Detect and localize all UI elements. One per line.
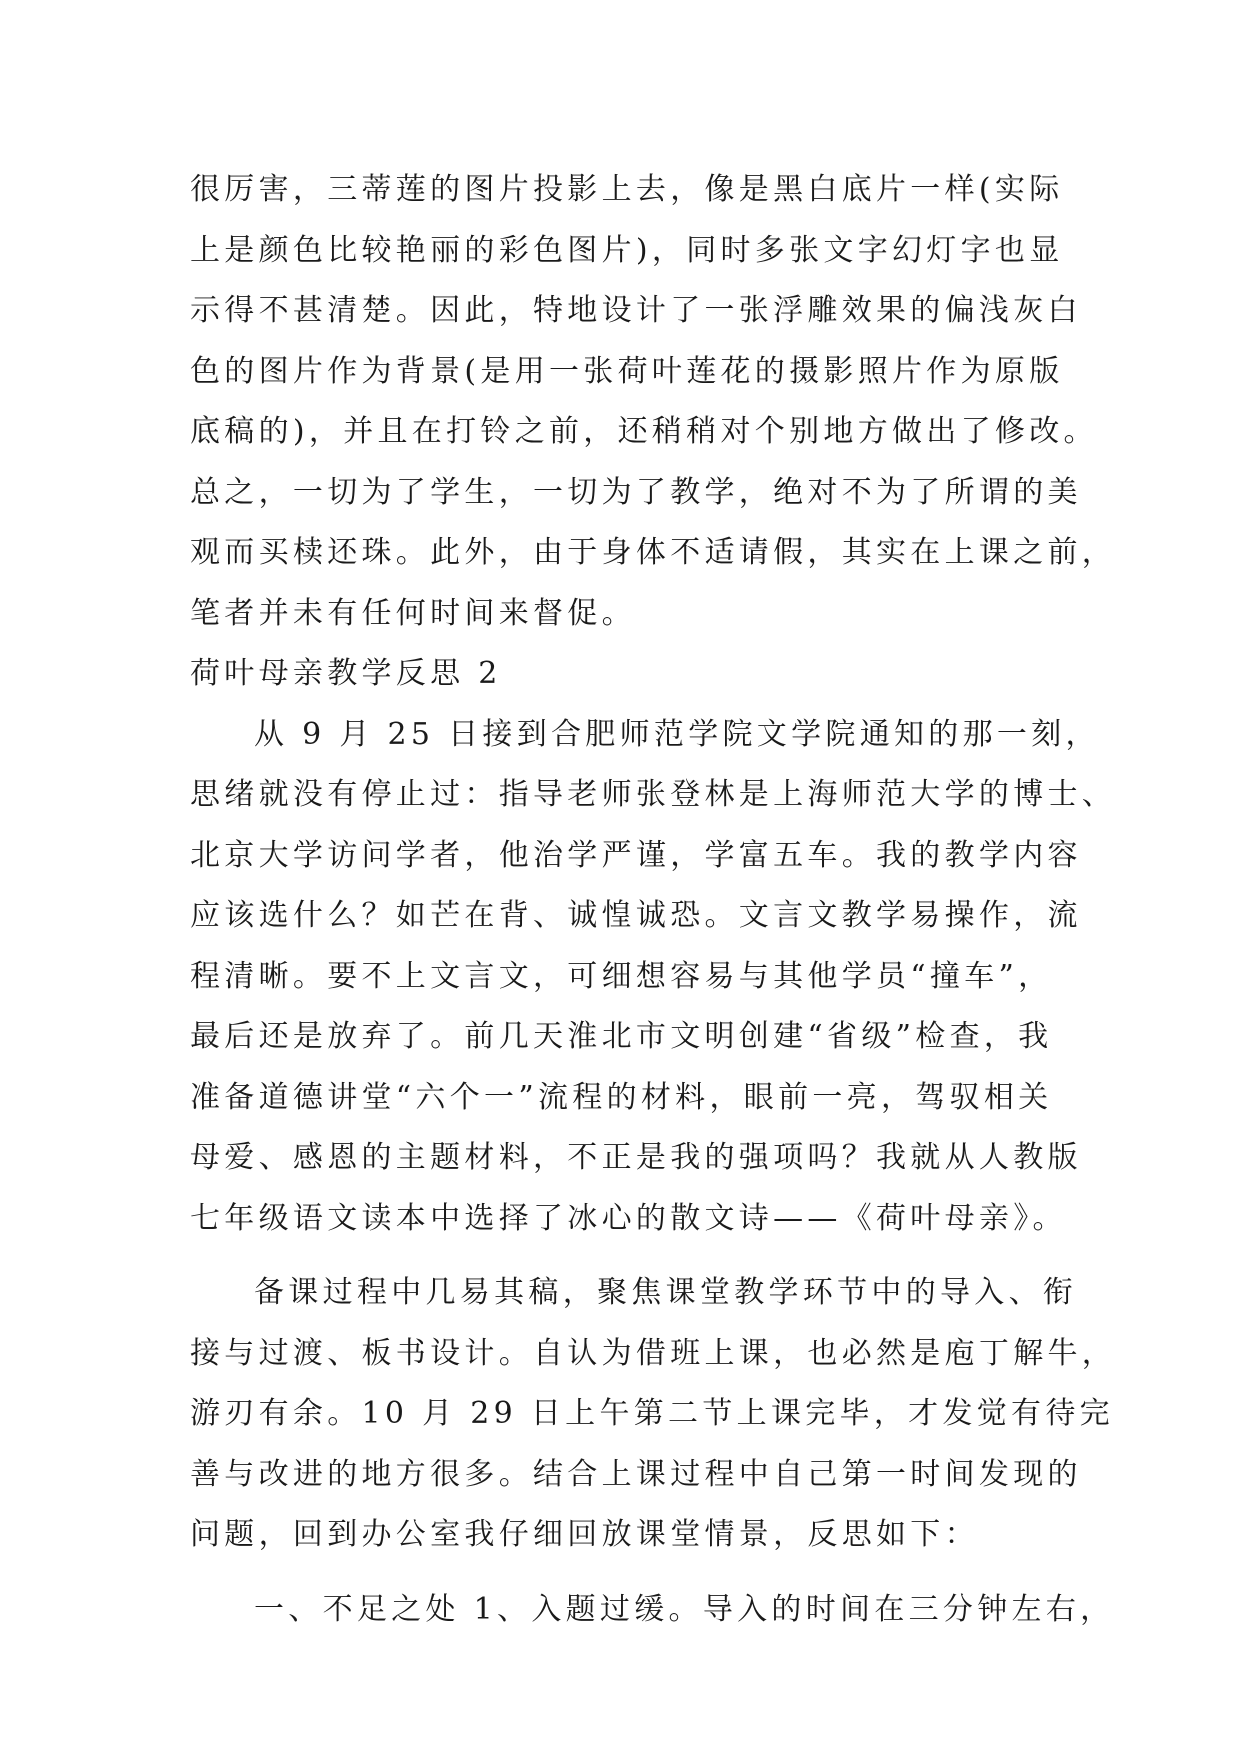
text-line: 示得不甚清楚。因此，特地设计了一张浮雕效果的偏浅灰白 (190, 293, 1082, 328)
document-body (190, 160, 1117, 1640)
paragraph-4 (190, 1580, 1115, 1641)
paragraph-1 (190, 160, 1117, 644)
paragraph-3 (190, 1263, 1117, 1566)
text-line: 准备道德讲堂“六个一”流程的材料，眼前一亮，驾驭相关 (190, 1079, 1053, 1115)
text-line: 接与过渡、板书设计。自认为借班上课，也必然是庖丁解牛， (190, 1335, 1117, 1371)
paragraph-gap (190, 1249, 1060, 1263)
text-line: 七年级语文读本中选择了冰心的散文诗——《荷叶母亲》。 (190, 1200, 1067, 1236)
text-line: 底稿的)，并且在打铃之前，还稍稍对个别地方做出了修改。 (190, 414, 1098, 449)
text-line: 笔者并未有任何时间来督促。 (190, 595, 636, 631)
text-line: 母爱、感恩的主题材料，不正是我的强项吗？我就从人教版 (190, 1140, 1082, 1175)
section-heading: 荷叶母亲教学反思 2 (190, 656, 502, 691)
paragraph-2 (190, 705, 1117, 1250)
text-line: 北京大学访问学者，他治学严谨，学富五车。我的教学内容 (190, 837, 1082, 873)
text-line: 问题，回到办公室我仔细回放课堂情景，反思如下： (190, 1517, 979, 1552)
paragraph-gap (190, 1566, 1060, 1580)
text-line: 善与改进的地方很多。结合上课过程中自己第一时间发现的 (190, 1456, 1082, 1492)
text-line: 上是颜色比较艳丽的彩色图片)，同时多张文字幻灯字也显 (190, 232, 1064, 268)
text-line: 备课过程中几易其稿，聚焦课堂教学环节中的导入、衔 (254, 1275, 1078, 1310)
text-line: 应该选什么？如芒在背、诚惶诚恐。文言文教学易操作，流 (190, 898, 1082, 933)
text-line: 程清晰。要不上文言文，可细想容易与其他学员“撞车”， (190, 958, 1053, 994)
text-line: 最后还是放弃了。前几天淮北市文明创建“省级”检查，我 (190, 1019, 1053, 1054)
text-line: 总之，一切为了学生，一切为了教学，绝对不为了所谓的美 (190, 474, 1082, 510)
text-line: 观而买椟还珠。此外，由于身体不适请假，其实在上课之前， (190, 535, 1117, 570)
text-line: 从 9 月 25 日接到合肥师范学院文学院通知的那一刻， (254, 716, 1100, 752)
text-line: 色的图片作为背景(是用一张荷叶莲花的摄影照片作为原版 (190, 353, 1064, 389)
text-line: 很厉害，三蒂莲的图片投影上去，像是黑白底片一样(实际 (190, 172, 1064, 207)
text-line: 思绪就没有停止过：指导老师张登林是上海师范大学的博士、 (190, 777, 1117, 812)
text-line: 一、不足之处 1、入题过缓。导入的时间在三分钟左右， (254, 1591, 1115, 1627)
text-line: 游刃有余。10 月 29 日上午第二节上课完毕，才发觉有待完 (190, 1396, 1114, 1431)
